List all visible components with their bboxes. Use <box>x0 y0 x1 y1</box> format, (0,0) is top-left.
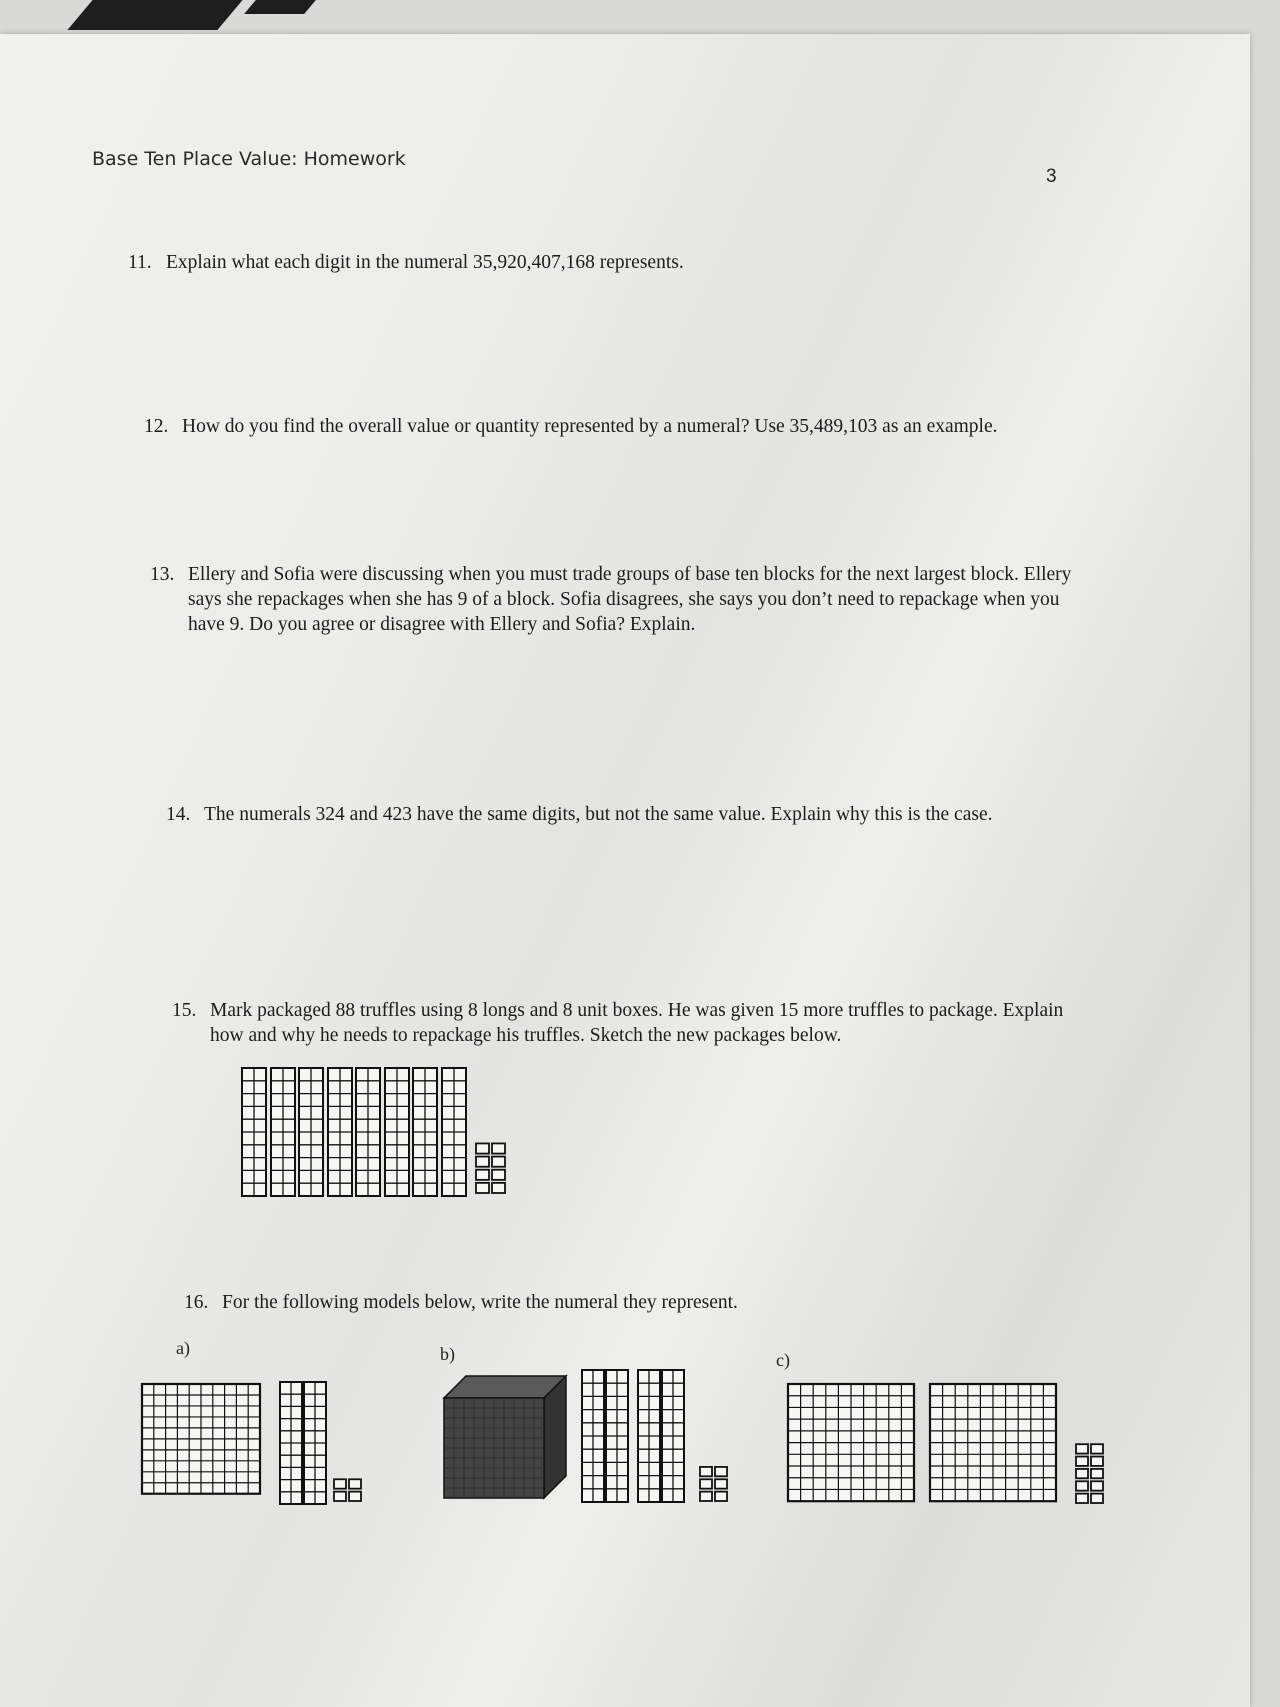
long-block <box>304 1382 326 1504</box>
unit-block <box>1076 1494 1088 1503</box>
unit-block <box>492 1143 505 1153</box>
unit-block <box>1091 1469 1103 1478</box>
page-number: 3 <box>1046 166 1057 187</box>
unit-block <box>1076 1481 1088 1490</box>
unit-block <box>492 1157 505 1167</box>
long-block <box>299 1068 323 1196</box>
unit-block <box>334 1492 346 1501</box>
unit-block <box>492 1183 505 1193</box>
question-number: 13. <box>150 564 175 585</box>
unit-block <box>476 1170 489 1180</box>
unit-block <box>1091 1457 1103 1466</box>
long-block <box>271 1068 295 1196</box>
long-block <box>662 1370 684 1502</box>
unit-block <box>700 1492 712 1501</box>
model-b-base-ten-blocks <box>440 1368 730 1508</box>
flat-block <box>788 1384 914 1501</box>
question-11 <box>128 250 1028 275</box>
long-block <box>606 1370 628 1502</box>
model-a-base-ten-blocks <box>140 1380 380 1510</box>
question-12 <box>144 414 1044 439</box>
long-block <box>280 1382 302 1504</box>
unit-block <box>715 1492 727 1501</box>
long-block <box>413 1068 437 1196</box>
unit-block <box>1076 1457 1088 1466</box>
unit-block <box>1091 1494 1103 1503</box>
unit-block <box>476 1143 489 1153</box>
model-c-base-ten-blocks <box>786 1380 1096 1510</box>
flat-block <box>930 1384 1056 1501</box>
long-block <box>638 1370 660 1502</box>
question-text: For the following models below, write the numeral they represent. <box>222 1292 738 1313</box>
background-stripe <box>67 0 242 30</box>
unit-block <box>1091 1444 1103 1453</box>
background-stripe <box>244 0 316 14</box>
unit-block <box>700 1467 712 1476</box>
cube-block <box>444 1376 566 1498</box>
unit-block <box>349 1479 361 1488</box>
question-text: Mark packaged 88 truffles using 8 longs and 8 unit boxes. He was given 15 more truffles to package. Explain how and why he needs to repackage his truffles. Sketch the new packages below. <box>210 1000 1064 1046</box>
unit-block <box>1076 1444 1088 1453</box>
question-number: 12. <box>144 416 169 437</box>
question-number: 14. <box>166 804 191 825</box>
question-text: Explain what each digit in the numeral 35,920,407,168 represents. <box>166 252 684 273</box>
unit-block <box>1076 1469 1088 1478</box>
question-15 <box>172 998 1072 1048</box>
question-16 <box>184 1290 1084 1315</box>
question-number: 15. <box>172 1000 197 1021</box>
q15-base-ten-model <box>240 1066 480 1201</box>
question-14 <box>166 802 1106 827</box>
flat-block <box>142 1384 260 1494</box>
unit-block <box>715 1467 727 1476</box>
model-c-label: c) <box>776 1350 790 1370</box>
long-block <box>582 1370 604 1502</box>
question-number: 11. <box>128 252 152 273</box>
long-block <box>356 1068 380 1196</box>
long-block <box>328 1068 352 1196</box>
question-text: Ellery and Sofia were discussing when you must trade groups of base ten blocks for the next largest block. Ellery says she repackages when she has 9 of a block. Sofia disagrees, she says you don’t need to repackage when you have 9. Do you agree or disagree with Ellery and Sofia? Explain. <box>188 564 1072 635</box>
unit-block <box>492 1170 505 1180</box>
unit-block <box>476 1183 489 1193</box>
long-block <box>242 1068 266 1196</box>
unit-block <box>349 1492 361 1501</box>
worksheet-title: Base Ten Place Value: Homework <box>92 148 406 170</box>
model-a-label: a) <box>176 1338 190 1358</box>
unit-block <box>700 1479 712 1488</box>
unit-block <box>334 1479 346 1488</box>
question-text: The numerals 324 and 423 have the same digits, but not the same value. Explain why this is the case. <box>204 804 993 825</box>
question-number: 16. <box>184 1292 209 1313</box>
unit-block <box>1091 1481 1103 1490</box>
question-text: How do you find the overall value or quantity represented by a numeral? Use 35,489,103 as an example. <box>182 416 998 437</box>
question-13 <box>150 562 1080 637</box>
unit-block <box>715 1479 727 1488</box>
unit-block <box>476 1157 489 1167</box>
long-block <box>442 1068 466 1196</box>
model-b-label: b) <box>440 1344 455 1364</box>
long-block <box>385 1068 409 1196</box>
